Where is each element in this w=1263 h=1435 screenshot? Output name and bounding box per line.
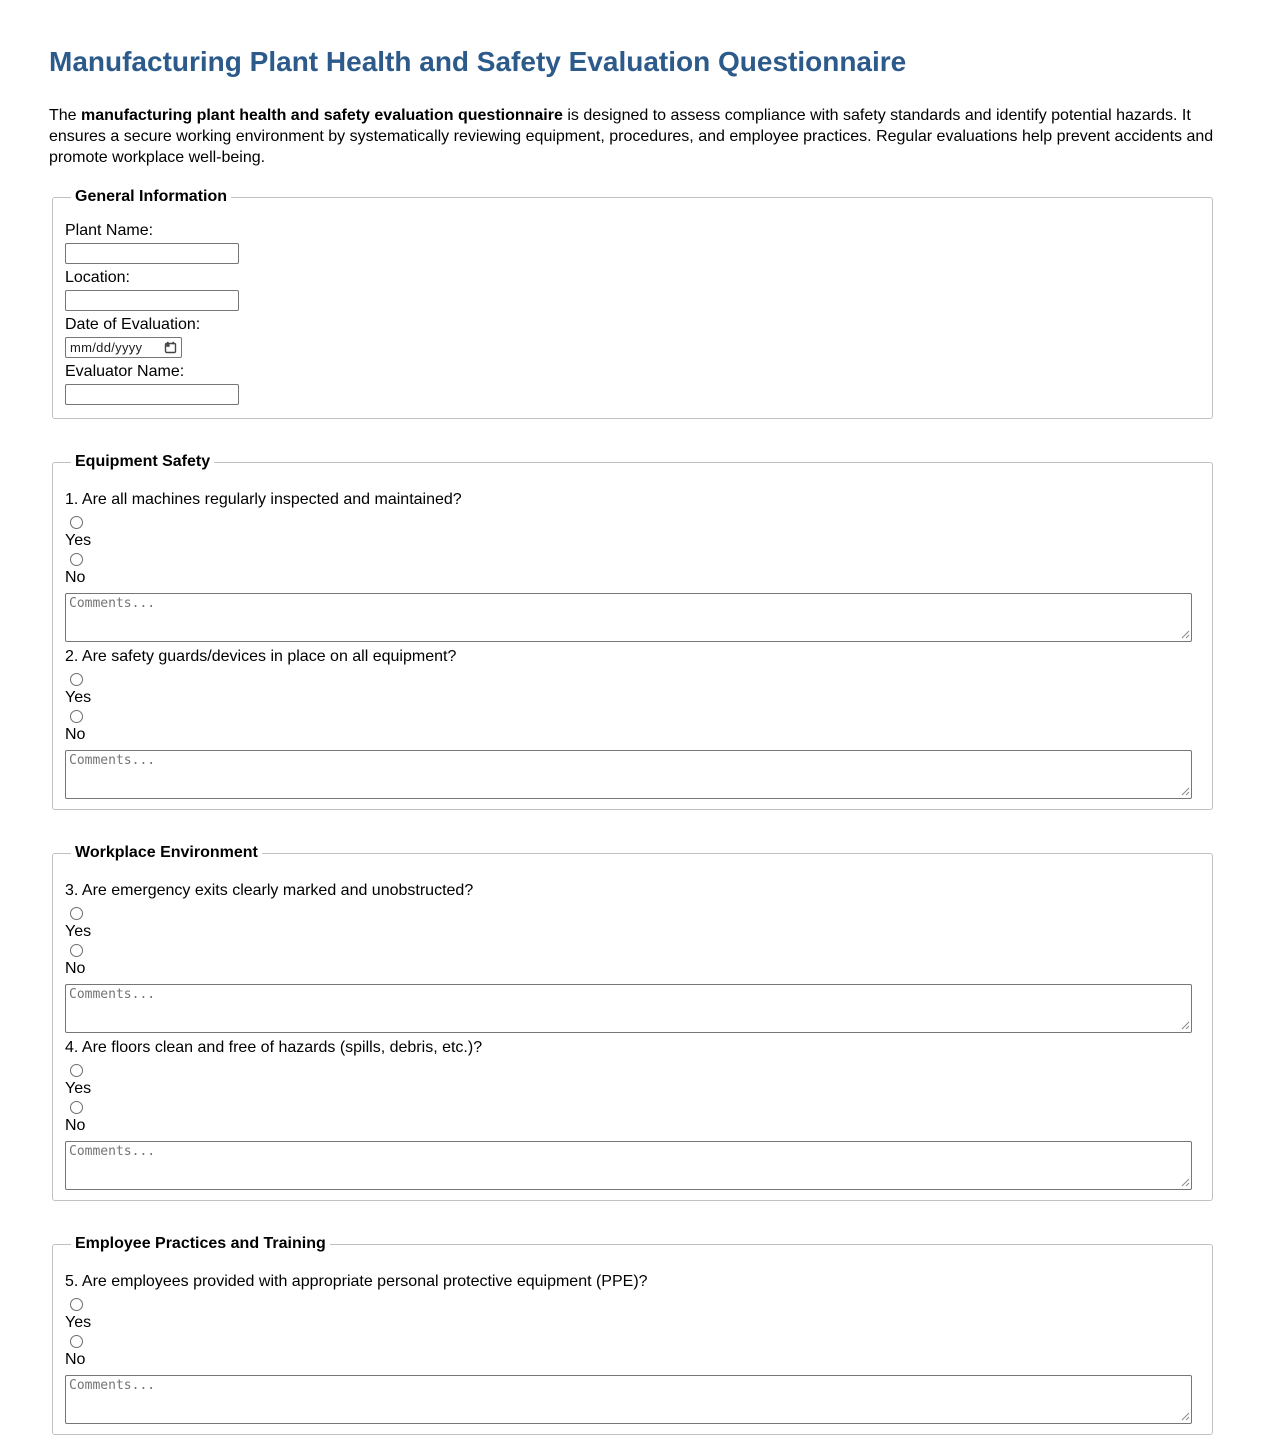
question-3-no-label: No — [65, 960, 86, 977]
question-5-yes-radio[interactable] — [70, 1298, 83, 1311]
date-placeholder-text: mm/dd/yyyy — [70, 340, 143, 355]
question-1-text: 1. Are all machines regularly inspected and maintained? — [65, 491, 462, 508]
section-employee-practices-and-training — [52, 1235, 1213, 1435]
question-2-yes-radio[interactable] — [70, 673, 83, 686]
question-4-no-radio[interactable] — [70, 1101, 83, 1114]
resize-handle-icon[interactable] — [1181, 787, 1190, 796]
section-equipment-safety — [52, 453, 1213, 810]
question-4-no-label: No — [65, 1117, 86, 1134]
location-label: Location: — [65, 269, 130, 286]
question-2-option-no — [65, 710, 1200, 745]
evaluator-name-input[interactable] — [65, 384, 239, 405]
question-1-option-no — [65, 553, 1200, 588]
workplace-environment-legend: Workplace Environment — [75, 844, 258, 861]
question-2-option-yes — [65, 673, 1200, 708]
equipment-safety-legend: Equipment Safety — [75, 453, 211, 470]
question-5-comments-textarea[interactable] — [65, 1375, 1192, 1424]
question-3-option-no — [65, 944, 1200, 979]
employee-practices-legend: Employee Practices and Training — [75, 1235, 326, 1252]
question-1-yes-radio[interactable] — [70, 516, 83, 529]
question-4-yes-radio[interactable] — [70, 1064, 83, 1077]
question-4-option-no — [65, 1101, 1200, 1136]
plant-name-label: Plant Name: — [65, 222, 154, 239]
question-5-option-yes — [65, 1298, 1200, 1333]
resize-handle-icon[interactable] — [1181, 1412, 1190, 1421]
question-4-yes-label: Yes — [65, 1080, 92, 1097]
question-1-no-label: No — [65, 569, 86, 586]
location-input[interactable] — [65, 290, 239, 311]
general-information-legend: General Information — [75, 188, 228, 205]
question-2-no-radio[interactable] — [70, 710, 83, 723]
question-2-text: 2. Are safety guards/devices in place on all equipment? — [65, 648, 457, 665]
question-5-option-no — [65, 1335, 1200, 1370]
question-2-yes-label: Yes — [65, 689, 92, 706]
resize-handle-icon[interactable] — [1181, 1021, 1190, 1030]
question-2-no-label: No — [65, 726, 86, 743]
question-4-comments-textarea[interactable] — [65, 1141, 1192, 1190]
question-5-yes-label: Yes — [65, 1314, 92, 1331]
question-3-comments-wrap — [65, 984, 1192, 1033]
question-5-no-radio[interactable] — [70, 1335, 83, 1348]
question-3-text: 3. Are emergency exits clearly marked and unobstructed? — [65, 882, 474, 899]
question-1-yes-label: Yes — [65, 532, 92, 549]
question-3-comments-textarea[interactable] — [65, 984, 1192, 1033]
question-1-comments-wrap — [65, 593, 1192, 642]
date-of-evaluation-label: Date of Evaluation: — [65, 316, 201, 333]
plant-name-input[interactable] — [65, 243, 239, 264]
date-of-evaluation-input[interactable] — [65, 337, 182, 358]
evaluator-name-label: Evaluator Name: — [65, 363, 185, 380]
question-4-text: 4. Are floors clean and free of hazards (spills, debris, etc.)? — [65, 1039, 483, 1056]
question-4-option-yes — [65, 1064, 1200, 1099]
question-2-comments-textarea[interactable] — [65, 750, 1192, 799]
question-5-comments-wrap — [65, 1375, 1192, 1424]
calendar-icon[interactable] — [164, 341, 177, 354]
question-1-no-radio[interactable] — [70, 553, 83, 566]
question-1-comments-textarea[interactable] — [65, 593, 1192, 642]
resize-handle-icon[interactable] — [1181, 630, 1190, 639]
intro-bold: manufacturing plant health and safety evaluation questionnaire — [81, 107, 563, 124]
intro-rest: is designed to assess compliance with safety standards and identify potential hazards. It ensures a secure working environment by systematically reviewing equipment, procedures, and employee practices. Regular evaluations help prevent accidents and promote workplace well-being. — [49, 107, 1214, 166]
question-2-comments-wrap — [65, 750, 1192, 799]
section-general-information — [52, 188, 1213, 419]
question-5-text: 5. Are employees provided with appropriate personal protective equipment (PPE)? — [65, 1273, 648, 1290]
question-3-option-yes — [65, 907, 1200, 942]
question-5-no-label: No — [65, 1351, 86, 1368]
question-4-comments-wrap — [65, 1141, 1192, 1190]
intro-lead: The — [49, 107, 82, 124]
section-workplace-environment — [52, 844, 1213, 1201]
question-1-option-yes — [65, 516, 1200, 551]
question-3-no-radio[interactable] — [70, 944, 83, 957]
question-3-yes-label: Yes — [65, 923, 92, 940]
question-3-yes-radio[interactable] — [70, 907, 83, 920]
intro-text — [49, 105, 1214, 168]
page-title: Manufacturing Plant Health and Safety Evaluation Questionnaire — [49, 46, 907, 77]
resize-handle-icon[interactable] — [1181, 1178, 1190, 1187]
